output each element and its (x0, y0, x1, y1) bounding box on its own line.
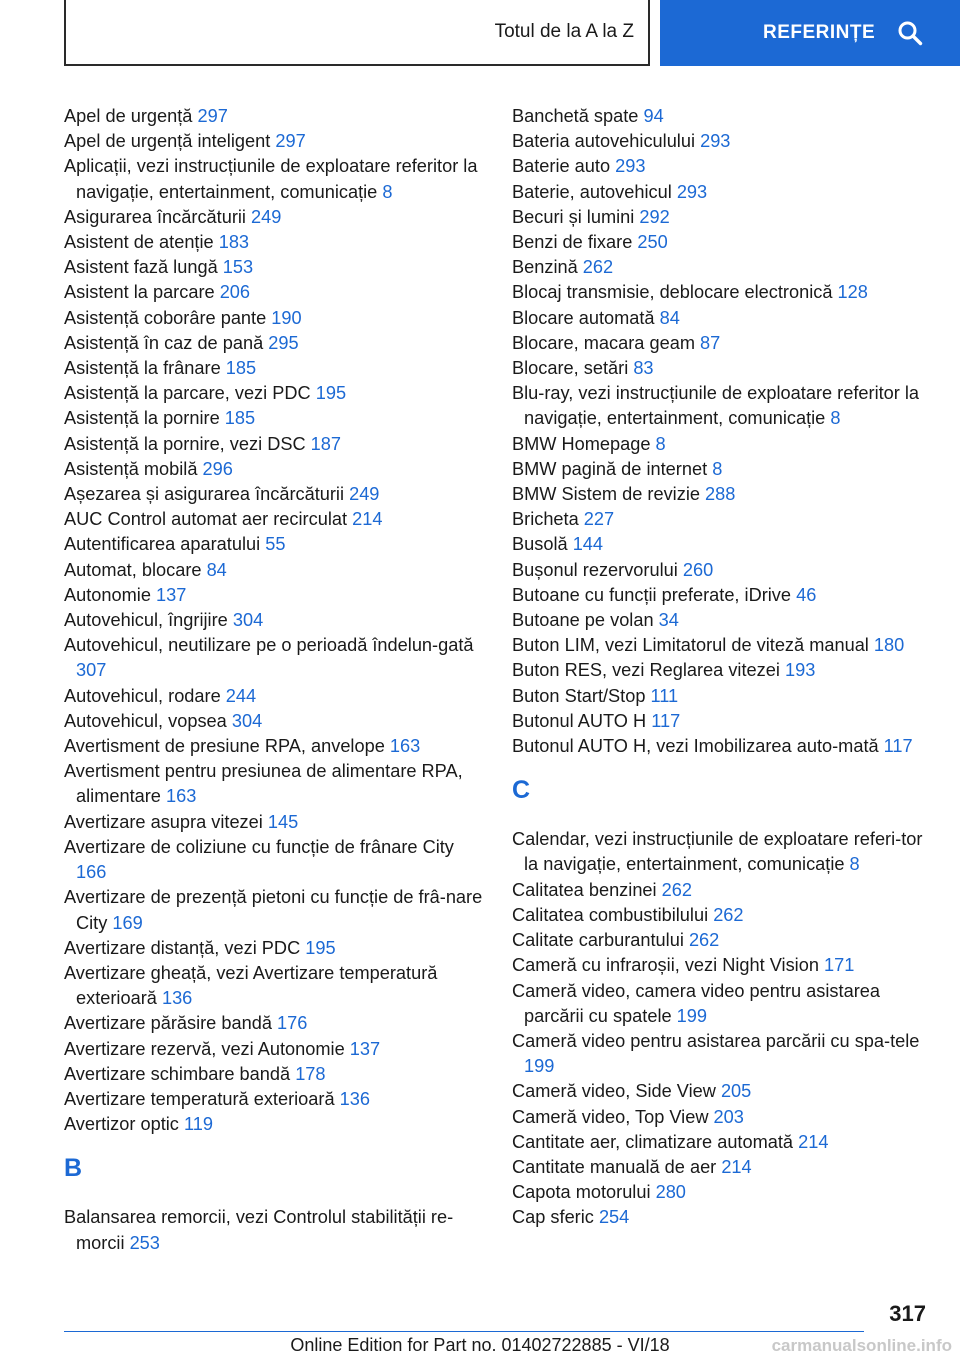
index-entry-term: Bușonul rezervorului (512, 559, 678, 580)
index-page-link[interactable]: 144 (572, 534, 604, 555)
index-entry-term: Asistență la pornire (64, 408, 220, 429)
index-page-link[interactable]: 180 (873, 635, 905, 656)
index-entry (512, 507, 932, 532)
index-entry-term: Buton RES, vezi Reglarea vitezei (512, 660, 780, 681)
index-entry-term: Așezarea și asigurarea încărcăturii (64, 484, 345, 505)
index-entry (512, 532, 932, 557)
index-entry-term: Autovehicul, rodare (64, 685, 221, 706)
index-entry (64, 734, 484, 759)
index-page-link[interactable]: 249 (349, 484, 380, 505)
index-page-link[interactable]: 190 (271, 307, 302, 328)
index-page-link[interactable]: 117 (883, 736, 913, 757)
index-entry (64, 835, 484, 885)
index-entry-term: Cantitate aer, climatizare automată (512, 1131, 794, 1152)
index-page-link[interactable]: 296 (202, 458, 233, 479)
index-page-link[interactable]: 250 (637, 232, 668, 253)
index-page-link[interactable]: 199 (676, 1005, 708, 1026)
index-page-link[interactable]: 8 (655, 433, 666, 454)
index-entry-term: Apel de urgență inteligent (64, 131, 271, 152)
index-entry (512, 1079, 932, 1104)
index-entry-term: Buton Start/Stop (512, 685, 646, 706)
index-entry (64, 759, 484, 809)
index-entry-term: Busolă (512, 534, 568, 555)
index-entry-term: BMW pagină de internet (512, 458, 708, 479)
index-entry-term: Asistent de atenție (64, 232, 214, 253)
index-entry (64, 1011, 484, 1036)
index-entry (64, 936, 484, 961)
index-page-link[interactable]: 8 (849, 854, 860, 875)
index-column-left (64, 104, 484, 1256)
index-entry (512, 1205, 932, 1230)
index-entry-term: Asistență la frânare (64, 358, 221, 379)
index-entry (512, 558, 932, 583)
index-entry (64, 684, 484, 709)
index-page-link[interactable]: 253 (129, 1232, 160, 1253)
index-entry-term: Autovehicul, neutilizare pe o perioadă îndelun-gată (64, 635, 474, 656)
index-page-link[interactable]: 83 (633, 358, 654, 379)
index-page-link[interactable]: 214 (721, 1156, 752, 1177)
index-entry-term: Blocaj transmisie, deblocare electronică (512, 282, 833, 303)
index-entry-term: Butonul AUTO H (512, 710, 647, 731)
index-entry (512, 658, 932, 683)
index-page-link[interactable]: 117 (651, 710, 681, 731)
index-entry (512, 356, 932, 381)
index-entry (64, 608, 484, 633)
index-entry (512, 608, 932, 633)
index-entry (64, 1205, 484, 1255)
index-entry (64, 457, 484, 482)
index-entry (512, 104, 932, 129)
index-entry-term: Bateria autovehiculului (512, 131, 696, 152)
index-page-link[interactable]: 295 (268, 332, 299, 353)
index-entry-term: Blocare, setări (512, 358, 629, 379)
index-entry-term: Blocare automată (512, 307, 655, 328)
index-entry-term: Avertizare de coliziune cu funcție de frânare City (64, 836, 454, 857)
index-entry (512, 1105, 932, 1130)
index-page-link[interactable]: 136 (339, 1088, 371, 1109)
index-page-link[interactable]: 280 (655, 1182, 686, 1203)
index-entry (512, 432, 932, 457)
index-entry-term: Blocare, macara geam (512, 332, 695, 353)
index-entry (512, 381, 932, 431)
index-entry-term: Aplicații, vezi instrucțiunile de exploatare referitor la navigație, entertainment, comunicație (64, 156, 478, 202)
index-entry-term: Autonomie (64, 584, 151, 605)
reference-nav-label: REFERINȚE (763, 22, 876, 43)
index-entry-term: Blu-ray, vezi instrucțiunile de exploatare referitor la navigație, entertainment, comunicație (512, 383, 920, 429)
index-entry-term: Avertizare schimbare bandă (64, 1063, 291, 1084)
index-entry-term: Avertizare gheață, vezi Avertizare temperatură exterioară (64, 962, 438, 1009)
index-page-link[interactable]: 185 (225, 358, 257, 379)
index-entry (512, 633, 932, 658)
index-entry-term: Baterie auto (512, 156, 611, 177)
index-entry (64, 558, 484, 583)
index-entry (512, 1130, 932, 1155)
index-page-link[interactable]: 254 (598, 1207, 630, 1228)
index-entry-term: Baterie, autovehicul (512, 181, 672, 202)
index-entry (512, 684, 932, 709)
index-page-link[interactable]: 8 (712, 458, 723, 479)
index-entry-term: Becuri și lumini (512, 206, 635, 227)
index-page-link[interactable]: 128 (837, 282, 868, 303)
index-entry-term: Calitatea benzinei (512, 879, 657, 900)
index-entry (512, 180, 932, 205)
index-page-link[interactable]: 176 (277, 1013, 308, 1034)
index-entry (64, 709, 484, 734)
index-page-link[interactable]: 262 (661, 879, 693, 900)
index-entry (512, 903, 932, 928)
index-entry-term: Autovehicul, îngrijire (64, 610, 228, 631)
index-entry-term: Calendar, vezi instrucțiunile de exploatare referi-tor la navigație, entertainment, comunicație (512, 829, 923, 875)
index-entry-term: Cantitate manuală de aer (512, 1156, 717, 1177)
index-entry-term: Asistență în caz de pană (64, 332, 264, 353)
index-page-link[interactable]: 153 (222, 257, 254, 278)
index-entry (512, 154, 932, 179)
index-entry (64, 280, 484, 305)
index-entry-term: Avertizor optic (64, 1114, 179, 1135)
index-page-link[interactable]: 55 (265, 534, 286, 555)
index-page-link[interactable]: 119 (183, 1114, 213, 1135)
index-entry (64, 205, 484, 230)
index-entry-term: AUC Control automat aer recirculat (64, 509, 348, 530)
index-entry (512, 129, 932, 154)
index-entry (512, 205, 932, 230)
index-entry-term: Cameră video, Top View (512, 1106, 709, 1127)
index-entry (64, 154, 484, 204)
index-page-link[interactable]: 199 (524, 1056, 555, 1077)
index-entry-term: Avertisment pentru presiunea de alimentare RPA, alimentare (64, 761, 463, 807)
index-entry-term: BMW Sistem de revizie (512, 484, 700, 505)
index-entry (64, 583, 484, 608)
index-entry-term: Asistență la parcare, vezi PDC (64, 383, 311, 404)
index-entry-term: Cap sferic (512, 1207, 594, 1228)
index-entry-term: Cameră video pentru asistarea parcării cu spa-tele (512, 1030, 920, 1051)
index-entry (64, 356, 484, 381)
index-entry-term: Avertizare temperatură exterioară (64, 1088, 335, 1109)
index-entry (512, 979, 932, 1029)
index-page-link[interactable]: 249 (251, 206, 282, 227)
index-entry (64, 1037, 484, 1062)
index-entry-term: Capota motorului (512, 1182, 651, 1203)
index-page-link[interactable]: 8 (830, 408, 841, 429)
index-entry-term: Avertizare asupra vitezei (64, 811, 263, 832)
index-page-link[interactable]: 214 (352, 509, 383, 530)
index-page-link[interactable]: 169 (112, 912, 143, 933)
index-page-link[interactable]: 136 (161, 988, 193, 1009)
index-entry (512, 1029, 932, 1079)
footer-edition-text: Online Edition for Part no. 01402722885 - VI/18 (290, 1335, 670, 1355)
index-page-link[interactable]: 84 (659, 307, 680, 328)
index-page-link[interactable]: 185 (224, 408, 256, 429)
index-entry-term: Calitate carburantului (512, 930, 684, 951)
index-entry-term: Cameră cu infraroșii, vezi Night Vision (512, 955, 819, 976)
index-page-link[interactable]: 293 (700, 131, 731, 152)
reference-nav-button[interactable] (660, 0, 960, 66)
index-page-link[interactable]: 145 (267, 811, 299, 832)
index-column-right (512, 104, 932, 1231)
index-page-link[interactable]: 205 (720, 1081, 752, 1102)
index-page-link[interactable]: 8 (382, 181, 393, 202)
index-page-link[interactable]: 297 (197, 106, 228, 126)
index-entry (64, 1112, 484, 1137)
index-entry (64, 885, 484, 935)
index-entry-term: Autentificarea aparatului (64, 534, 261, 555)
index-entry (512, 482, 932, 507)
index-entry (512, 827, 932, 877)
index-entry-term: Butoane pe volan (512, 610, 654, 631)
index-entry-term: Bricheta (512, 509, 579, 530)
index-page-link[interactable]: 304 (231, 710, 263, 731)
index-entry (64, 432, 484, 457)
section-title: Totul de la A la Z (494, 21, 634, 42)
index-page-link[interactable]: 195 (305, 937, 336, 958)
index-entry (512, 230, 932, 255)
index-letter-heading: C (512, 776, 531, 805)
index-entry-term: Avertisment de presiune RPA, anvelope (64, 736, 385, 757)
index-page-link[interactable]: 227 (583, 509, 615, 530)
index-entry (512, 1180, 932, 1205)
index-page-link[interactable]: 260 (682, 559, 714, 580)
section-title-box (64, 0, 650, 66)
index-entry (64, 532, 484, 557)
index-entry (512, 953, 932, 978)
index-entry (512, 255, 932, 280)
index-page-link[interactable]: 137 (156, 584, 187, 605)
index-entry-term: Apel de urgență (64, 106, 193, 126)
index-page-link[interactable]: 288 (705, 484, 736, 505)
index-page-link[interactable]: 304 (232, 610, 264, 631)
index-page-link[interactable]: 166 (76, 862, 107, 883)
index-entry-term: Asistență mobilă (64, 458, 198, 479)
index-entry (64, 810, 484, 835)
watermark: carmanualsonline.info (771, 1336, 952, 1355)
index-entry (512, 878, 932, 903)
index-page-link[interactable]: 34 (658, 610, 679, 631)
index-entry (64, 129, 484, 154)
index-entry (512, 734, 932, 759)
index-entry (512, 280, 932, 305)
index-page-link[interactable]: 193 (784, 660, 816, 681)
index-entry-term: BMW Homepage (512, 433, 651, 454)
index-entry (64, 961, 484, 1011)
index-page-link[interactable]: 171 (824, 955, 855, 976)
index-entry-term: Avertizare rezervă, vezi Autonomie (64, 1038, 345, 1059)
index-entry-term: Asistent fază lungă (64, 257, 218, 278)
index-entry (512, 709, 932, 734)
index-page-link[interactable]: 87 (700, 332, 721, 353)
index-entry-term: Autovehicul, vopsea (64, 710, 227, 731)
index-entry-term: Automat, blocare (64, 559, 202, 580)
index-entry (64, 331, 484, 356)
index-entry (512, 457, 932, 482)
index-page-link[interactable]: 262 (713, 904, 744, 925)
index-entry-term: Asigurarea încărcăturii (64, 206, 246, 227)
index-entry-term: Butonul AUTO H, vezi Imobilizarea auto-mată (512, 736, 879, 757)
index-page-link[interactable]: 307 (76, 660, 107, 681)
index-page-link[interactable]: 178 (295, 1063, 326, 1084)
index-entry-term: Banchetă spate (512, 106, 639, 126)
index-page-link[interactable]: 84 (206, 559, 227, 580)
index-page-link[interactable]: 297 (275, 131, 306, 152)
index-entry (64, 633, 484, 683)
index-page-link[interactable]: 292 (639, 206, 670, 227)
index-entry (64, 1087, 484, 1112)
index-entry-term: Benzină (512, 257, 578, 278)
index-entry (64, 482, 484, 507)
index-entry-term: Buton LIM, vezi Limitatorul de viteză manual (512, 635, 869, 656)
footer-divider (64, 1331, 864, 1332)
index-entry (64, 406, 484, 431)
index-entry-term: Asistență coborâre pante (64, 307, 267, 328)
index-page-link[interactable]: 262 (688, 930, 720, 951)
index-entry (64, 255, 484, 280)
index-page-link[interactable]: 163 (389, 736, 421, 757)
index-entry (64, 104, 484, 129)
index-page-link[interactable]: 94 (643, 106, 664, 126)
index-page-link[interactable]: 203 (713, 1106, 744, 1127)
index-entry (64, 306, 484, 331)
index-page-link[interactable]: 206 (219, 282, 251, 303)
index-entry-term: Balansarea remorcii, vezi Controlul stabilității re-morcii (64, 1207, 454, 1253)
index-page-link[interactable]: 183 (218, 232, 250, 253)
index-page-link[interactable]: 214 (798, 1131, 829, 1152)
index-entry-term: Avertizare distanță, vezi PDC (64, 937, 301, 958)
index-page-link[interactable]: 187 (310, 433, 342, 454)
index-entry (64, 230, 484, 255)
index-entry (512, 928, 932, 953)
index-entry (64, 381, 484, 406)
index-entry (512, 583, 932, 608)
index-page-link[interactable]: 111 (650, 685, 679, 706)
index-page-link[interactable]: 46 (796, 584, 817, 605)
index-entry-term: Asistent la parcare (64, 282, 215, 303)
index-entry-term: Avertizare de prezență pietoni cu funcție de frâ-nare City (64, 887, 483, 933)
page-number: 317 (889, 1301, 926, 1326)
index-entry-term: Butoane cu funcții preferate, iDrive (512, 584, 792, 605)
index-page-link[interactable]: 195 (315, 383, 347, 404)
index-entry-term: Cameră video, Side View (512, 1081, 716, 1102)
index-page-link[interactable]: 163 (165, 786, 197, 807)
index-entry (64, 1062, 484, 1087)
index-entry (512, 306, 932, 331)
index-entry (512, 331, 932, 356)
index-page-link[interactable]: 293 (615, 156, 646, 177)
search-icon[interactable] (897, 20, 923, 46)
index-entry (64, 507, 484, 532)
index-entry-term: Asistență la pornire, vezi DSC (64, 433, 306, 454)
index-entry-term: Cameră video, camera video pentru asistarea parcării cu spatele (512, 980, 880, 1026)
index-entry-term: Calitatea combustibilului (512, 904, 709, 925)
index-letter-heading: B (64, 1154, 83, 1183)
index-entry-term: Benzi de fixare (512, 232, 633, 253)
index-page-link[interactable]: 262 (582, 257, 614, 278)
index-page-link[interactable]: 244 (225, 685, 257, 706)
index-entry (512, 1155, 932, 1180)
index-page-link[interactable]: 293 (676, 181, 708, 202)
index-entry-term: Avertizare părăsire bandă (64, 1013, 272, 1034)
index-page-link[interactable]: 137 (349, 1038, 381, 1059)
